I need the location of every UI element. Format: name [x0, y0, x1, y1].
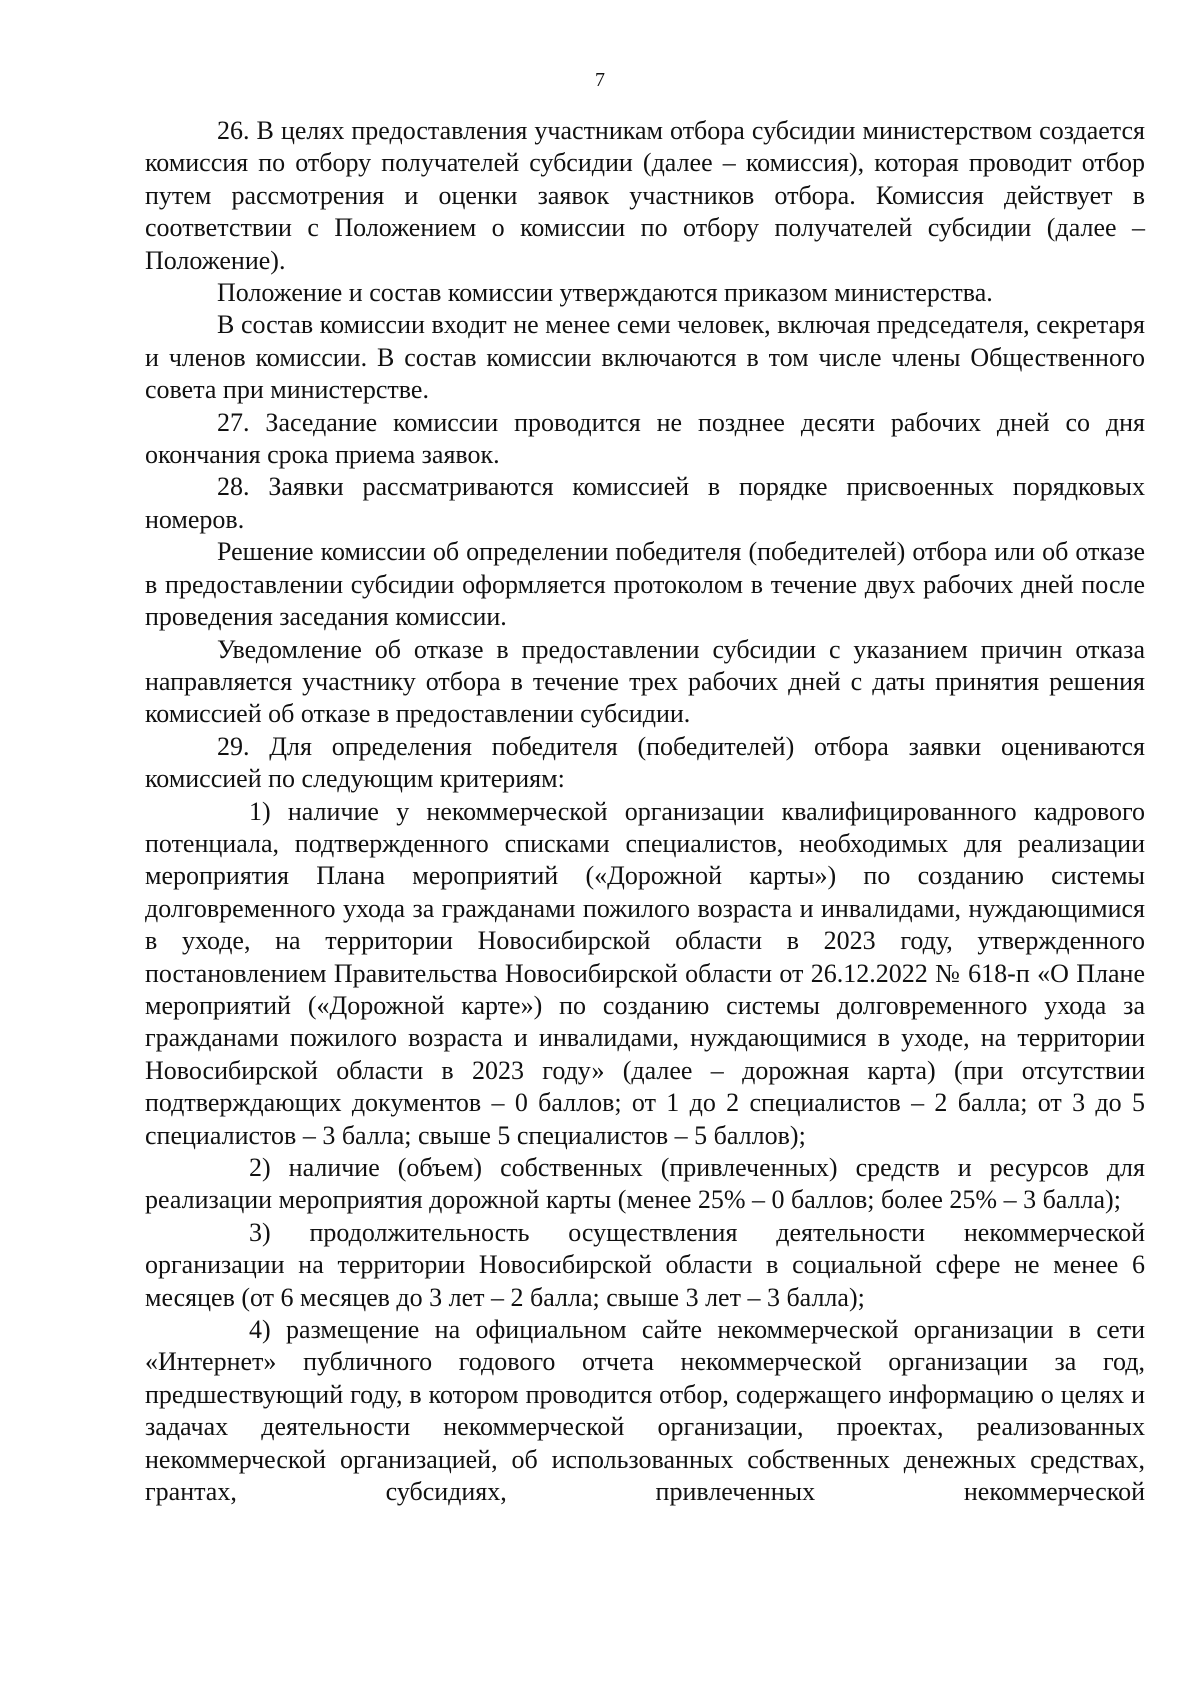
document-body: [145, 115, 1145, 1508]
criterion-2: 2) наличие (объем) собственных (привлеченных) средств и ресурсов для реализации мероприятия дорожной карты (менее 25% – 0 баллов; более 25% – 3 балла);: [145, 1153, 1145, 1215]
criterion-1: 1) наличие у некоммерческой организации квалифицированного кадрового потенциала, подтвержденного списками специалистов, необходимых для реализации мероприятия Плана мероприятий («Дорожной карты») по созданию системы долговременного ухода за гражданами пожилого возраста и инвалидами, нуждающимися в уходе, на территории Новосибирской области в 2023 году, утвержденного постановлением Правительства Новосибирской области от 26.12.2022 № 618-п «О Плане мероприятий («Дорожной карте») по созданию системы долговременного ухода за гражданами пожилого возраста и инвалидами, нуждающимися в уходе, на территории Новосибирской области в 2023 году» (далее – дорожная карта) (при отсутствии подтверждающих документов – 0 баллов; от 1 до 2 специалистов – 2 балла; от 3 до 5 специалистов – 3 балла; свыше 5 специалистов – 5 баллов);: [145, 796, 1145, 1150]
paragraph-27: 27. Заседание комиссии проводится не позднее десяти рабочих дней со дня окончания срока приема заявок.: [145, 407, 1145, 470]
criterion-4: 4) размещение на официальном сайте некоммерческой организации в сети «Интернет» публичного годового отчета некоммерческой организации за год, предшествующий году, в котором проводится отбор, содержащего информацию о целях и задачах деятельности некоммерческой организации, проектах, реализованных некоммерческой организацией, об использованных собственных денежных средствах, грантах, субсидиях, привлеченных некоммерческой: [145, 1315, 1145, 1507]
paragraph-26: 26. В целях предоставления участникам отбора субсидии министерством создается комиссия по отбору получателей субсидии (далее – комиссия), которая проводит отбор путем рассмотрения и оценки заявок участников отбора. Комиссия действует в соответствии с Положением о комиссии по отбору получателей субсидии (далее – Положение).: [145, 116, 1145, 275]
criterion-3: 3) продолжительность осуществления деятельности некоммерческой организации на территории Новосибирской области в социальной сфере не менее 6 месяцев (от 6 месяцев до 3 лет – 2 балла; свыше 3 лет – 3 балла);: [145, 1217, 1145, 1312]
paragraph-commission-composition: В состав комиссии входит не менее семи человек, включая председателя, секретаря и членов комиссии. В состав комиссии включаются в том числе члены Общественного совета при министерстве.: [145, 310, 1145, 405]
page-number: 7: [595, 69, 605, 91]
paragraph-commission-decision: Решение комиссии об определении победителя (победителей) отбора или об отказе в предоставлении субсидии оформляется протоколом в течение двух рабочих дней после проведения заседания комиссии.: [145, 537, 1145, 632]
paragraph-refusal-notice: Уведомление об отказе в предоставлении субсидии с указанием причин отказа направляется участнику отбора в течение трех рабочих дней с даты принятия решения комиссией об отказе в предоставлении субсидии.: [145, 634, 1145, 729]
paragraph-29: 29. Для определения победителя (победителей) отбора заявки оцениваются комиссией по следующим критериям:: [145, 731, 1145, 794]
paragraph-28: 28. Заявки рассматриваются комиссией в порядке присвоенных порядковых номеров.: [145, 472, 1145, 534]
paragraph-commission-approval: Положение и состав комиссии утверждаются приказом министерства.: [217, 278, 993, 308]
